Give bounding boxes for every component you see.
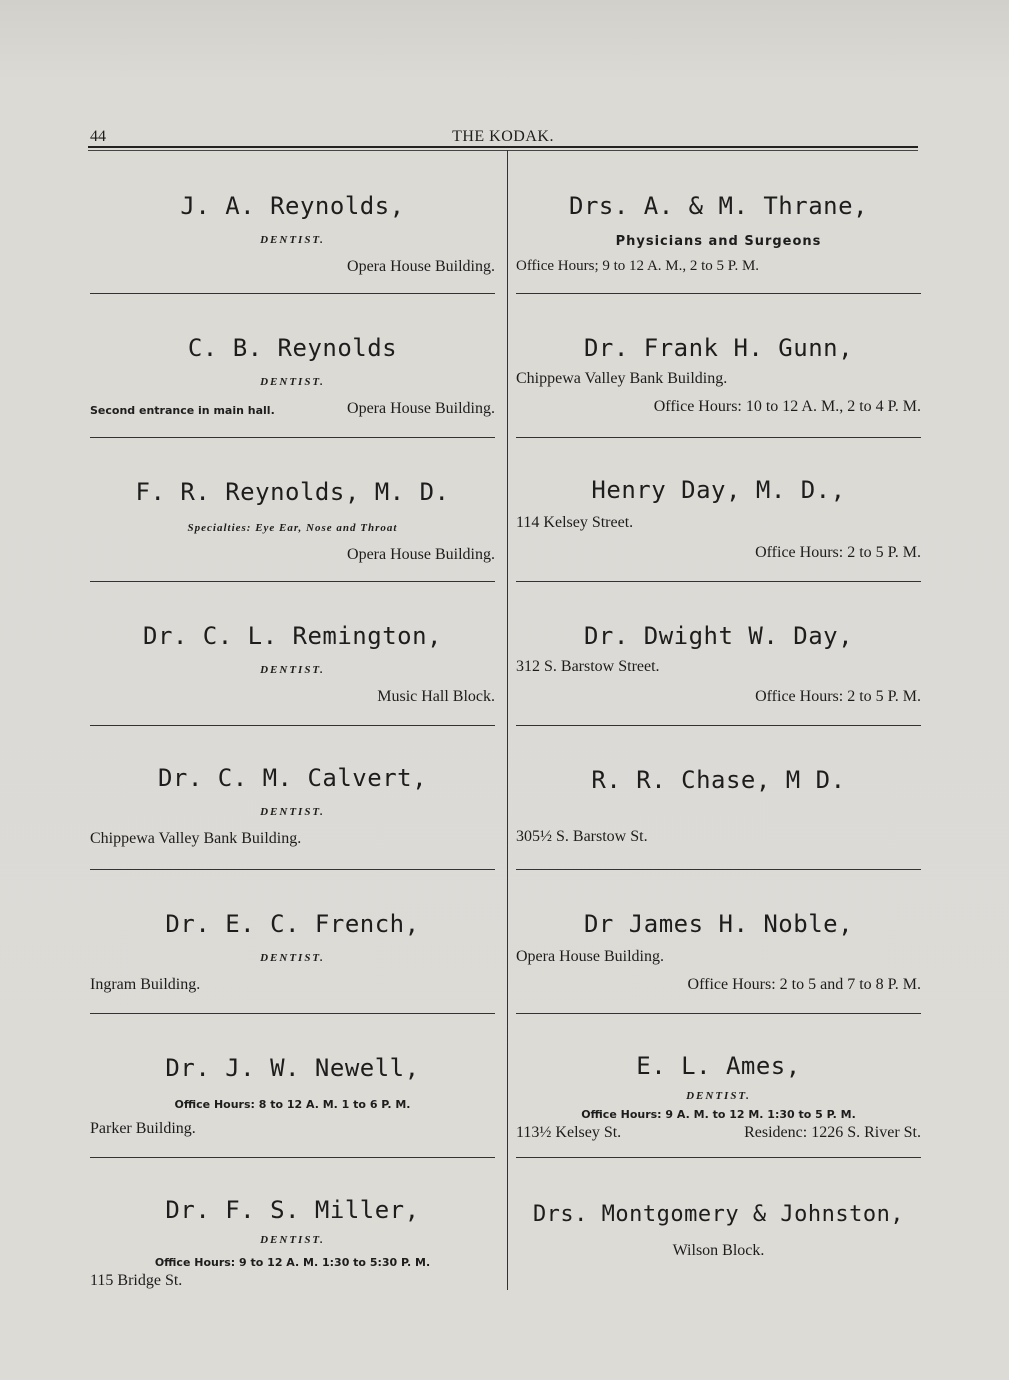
- running-title: THE KODAK.: [452, 128, 554, 145]
- card-title: DENTIST.: [260, 806, 325, 818]
- card-title: DENTIST.: [260, 376, 325, 388]
- card-henryday: [516, 438, 921, 582]
- card-hours: Office Hours: 2 to 5 P. M.: [755, 688, 921, 705]
- card-name: Dr. C. M. Calvert,: [157, 764, 428, 792]
- card-name: Dr. C. L. Remington,: [143, 622, 442, 650]
- card-address: Opera House Building.: [347, 546, 495, 563]
- card-title: Physicians and Surgeons: [615, 234, 822, 249]
- card-name: Henry Day, M. D.,: [591, 476, 846, 504]
- card-address: 312 S. Barstow Street.: [516, 658, 660, 675]
- card-hours: Office Hours: 8 to 12 A. M. 1 to 6 P. M.: [174, 1098, 411, 1111]
- card-hours: Office Hours: 9 to 12 A. M. 1:30 to 5:30 P. M.: [154, 1256, 431, 1269]
- card-name: C. B. Reynolds: [187, 334, 398, 362]
- card-name: F. R. Reynolds, M. D.: [135, 478, 450, 506]
- card-name: Dr. Dwight W. Day,: [583, 622, 854, 650]
- card-hours: Office Hours; 9 to 12 A. M., 2 to 5 P. M.: [516, 258, 760, 274]
- card-hours: Office Hours: 10 to 12 A. M., 2 to 4 P. M.: [653, 398, 921, 415]
- card-name: Dr. Frank H. Gunn,: [583, 334, 854, 362]
- card-title: DENTIST.: [260, 1234, 325, 1246]
- column-divider: [507, 150, 508, 1290]
- card-name: Dr. J. W. Newell,: [165, 1054, 420, 1082]
- card-frreynolds: [90, 438, 495, 582]
- page-header: [88, 124, 918, 150]
- card-ames: [516, 1014, 921, 1158]
- card-cbreynolds: [90, 294, 495, 438]
- card-title: DENTIST.: [260, 664, 325, 676]
- card-hours: Office Hours: 2 to 5 and 7 to 8 P. M.: [687, 976, 921, 993]
- card-address: 305½ S. Barstow St.: [516, 828, 648, 845]
- card-name: Dr. F. S. Miller,: [165, 1196, 420, 1224]
- card-calvert: [90, 726, 495, 870]
- card-name: Dr. E. C. French,: [165, 910, 420, 938]
- card-address: Opera House Building.: [516, 948, 664, 965]
- card-thrane: [516, 150, 921, 294]
- left-column: [90, 150, 495, 1301]
- card-specialties: Specialties: Eye Ear, Nose and Throat: [187, 522, 398, 534]
- card-name: J. A. Reynolds,: [180, 192, 405, 220]
- card-address: Chippewa Valley Bank Building.: [90, 830, 302, 847]
- card-address: Chippewa Valley Bank Building.: [516, 370, 728, 387]
- card-hours: Office Hours: 9 A. M. to 12 M. 1:30 to 5 P. M.: [581, 1108, 856, 1121]
- card-address: 115 Bridge St.: [90, 1272, 183, 1289]
- card-address: Opera House Building.: [347, 400, 495, 417]
- card-miller: [90, 1158, 495, 1301]
- card-remington: [90, 582, 495, 726]
- page-content: [88, 0, 923, 1380]
- card-note: Second entrance in main hall.: [90, 404, 275, 417]
- card-address: 113½ Kelsey St.: [516, 1124, 622, 1141]
- card-montgomery: [516, 1158, 921, 1301]
- card-title: DENTIST.: [260, 952, 325, 964]
- card-residence: Residenc: 1226 S. River St.: [744, 1124, 921, 1141]
- card-gunn: [516, 294, 921, 438]
- card-noble: [516, 870, 921, 1014]
- right-column: [516, 150, 921, 1301]
- card-jareynolds: [90, 150, 495, 294]
- card-chase: [516, 726, 921, 870]
- card-name: E. L. Ames,: [636, 1052, 801, 1080]
- card-name: Dr James H. Noble,: [583, 910, 854, 938]
- card-address: Opera House Building.: [347, 258, 495, 275]
- card-title: DENTIST.: [686, 1090, 751, 1102]
- card-address: Wilson Block.: [672, 1242, 765, 1259]
- card-address: Music Hall Block.: [377, 688, 495, 705]
- card-address: Parker Building.: [90, 1120, 196, 1137]
- card-french: [90, 870, 495, 1014]
- card-dwightday: [516, 582, 921, 726]
- header-rule: [88, 146, 918, 148]
- card-name: Drs. A. & M. Thrane,: [569, 192, 868, 220]
- card-newell: [90, 1014, 495, 1158]
- card-hours: Office Hours: 2 to 5 P. M.: [755, 544, 921, 561]
- card-address: Ingram Building.: [90, 976, 201, 993]
- page-number: 44: [90, 128, 106, 145]
- card-address: 114 Kelsey Street.: [516, 514, 634, 531]
- card-title: DENTIST.: [260, 234, 325, 246]
- card-name: R. R. Chase, M D.: [591, 766, 846, 794]
- card-name: Drs. Montgomery & Johnston,: [532, 1202, 905, 1227]
